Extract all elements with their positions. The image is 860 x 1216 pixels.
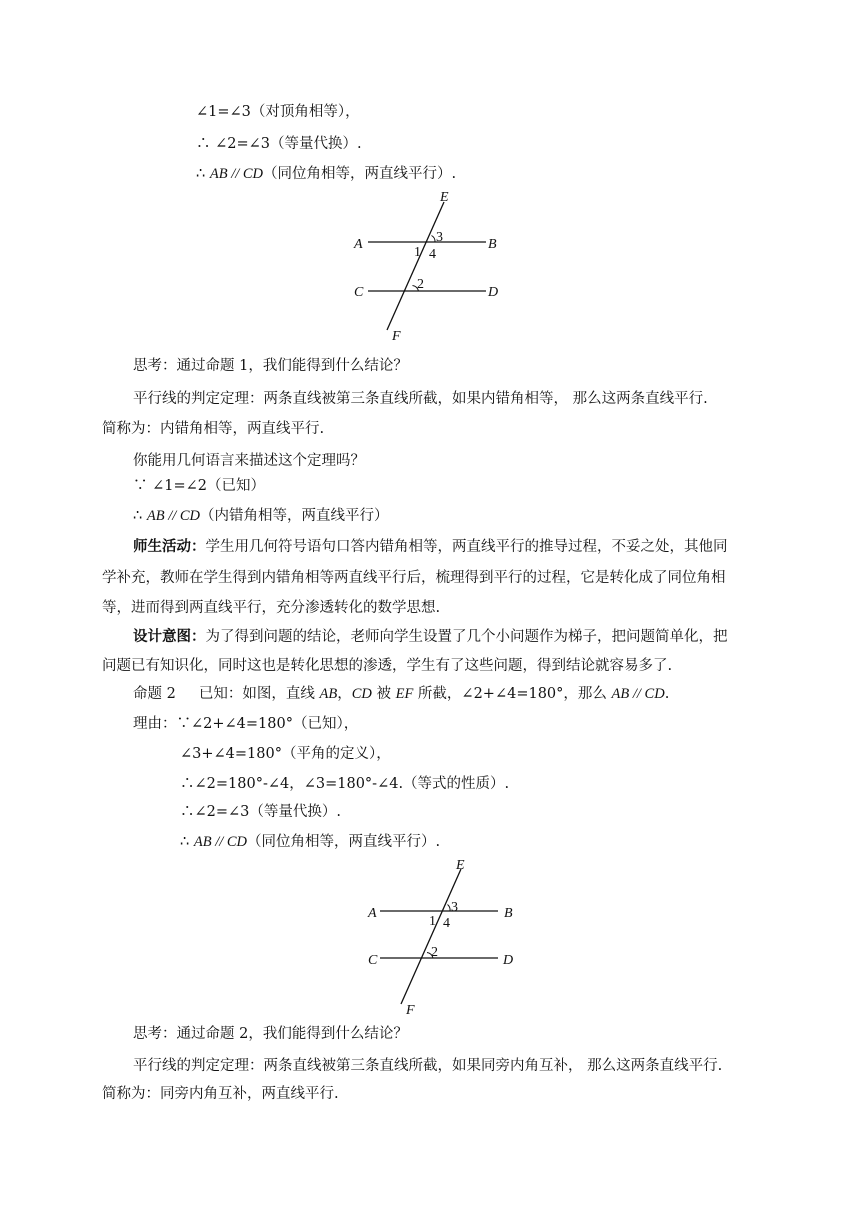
theorem-1-line-1: 平行线的判定定理：两条直线被第三条直线所截，如果内错角相等， 那么这两条直线平行. <box>133 391 708 407</box>
label-c: C <box>354 285 364 300</box>
theorem-2-line-1: 平行线的判定定理：两条直线被第三条直线所截，如果同旁内角互补， 那么这两条直线平行. <box>133 1058 723 1074</box>
conclusion-statement: ∴ AB // CD（内错角相等，两直线平行） <box>133 508 389 524</box>
line-ef <box>401 869 461 1004</box>
parallel-lines-diagram-1 <box>340 188 520 346</box>
angle-2-label: 2 <box>417 277 424 292</box>
activity-line-3: 等，进而得到两直线平行，充分渗透转化的数学思想. <box>102 600 441 616</box>
activity-line-1: 师生活动：学生用几何符号语句口答内错角相等，两直线平行的推导过程，不妥之处，其他同 <box>133 538 728 555</box>
label-e: E <box>440 190 449 205</box>
label-b: B <box>504 906 513 921</box>
reason-line-5: ∴ AB // CD（同位角相等，两直线平行）. <box>180 834 441 850</box>
statement-substitution: ∴ ∠2=∠3（等量代换）. <box>196 136 362 152</box>
angle-3-arc <box>448 905 451 912</box>
reason-line-1: 理由：∵∠2+∠4=180°（已知）， <box>133 716 359 732</box>
reason-line-4: ∴∠2=∠3（等量代换）. <box>180 804 342 820</box>
label-f: F <box>406 1003 415 1018</box>
proposition-2: 命题 2 已知：如图，直线 AB，CD 被 EF 所截，∠2+∠4=180°，那么 AB // CD. <box>133 686 670 702</box>
ask-question: 你能用几何语言来描述这个定理吗？ <box>133 453 365 469</box>
label-c: C <box>368 953 378 968</box>
label-a: A <box>354 237 363 252</box>
angle-4-label: 4 <box>443 916 450 931</box>
angle-1-label: 1 <box>414 245 421 260</box>
think-question-1: 思考：通过命题 1，我们能得到什么结论？ <box>133 358 408 374</box>
statement-vertical-angles: ∠1=∠3（对顶角相等）， <box>196 104 360 120</box>
angle-2-label: 2 <box>431 945 438 960</box>
label-b: B <box>488 237 497 252</box>
think-question-2: 思考：通过命题 2，我们能得到什么结论？ <box>133 1026 408 1042</box>
angle-3-label: 3 <box>436 230 443 245</box>
parallel-lines-diagram-2 <box>356 856 536 1018</box>
statement-conclusion-1: ∴ AB // CD（同位角相等，两直线平行）. <box>196 166 457 182</box>
angle-1-label: 1 <box>429 914 436 929</box>
label-a: A <box>368 906 377 921</box>
label-d: D <box>488 285 499 300</box>
label-d: D <box>503 953 514 968</box>
activity-line-2: 学补充，教师在学生得到内错角相等两直线平行后，梳理得到平行的过程，它是转化成了同位角相 <box>102 570 726 586</box>
given-statement: ∵ ∠1=∠2（已知） <box>133 478 266 494</box>
design-line-1: 设计意图：为了得到问题的结论，老师向学生设置了几个小问题作为梯子，把问题简单化，把 <box>133 628 728 645</box>
line-ef <box>387 202 444 330</box>
label-e: E <box>456 858 465 873</box>
theorem-1-line-2: 简称为：内错角相等，两直线平行. <box>102 421 325 437</box>
reason-line-2: ∠3+∠4=180°（平角的定义）， <box>180 746 391 762</box>
angle-3-arc <box>432 236 436 243</box>
label-f: F <box>392 329 401 344</box>
angle-3-label: 3 <box>451 900 458 915</box>
reason-line-3: ∴∠2=180°-∠4，∠3=180°-∠4.（等式的性质）. <box>180 776 510 792</box>
design-line-2: 问题已有知识化，同时这也是转化思想的渗透，学生有了这些问题，得到结论就容易多了. <box>102 658 673 674</box>
theorem-2-line-2: 简称为：同旁内角互补，两直线平行. <box>102 1086 339 1102</box>
angle-4-label: 4 <box>429 247 436 262</box>
